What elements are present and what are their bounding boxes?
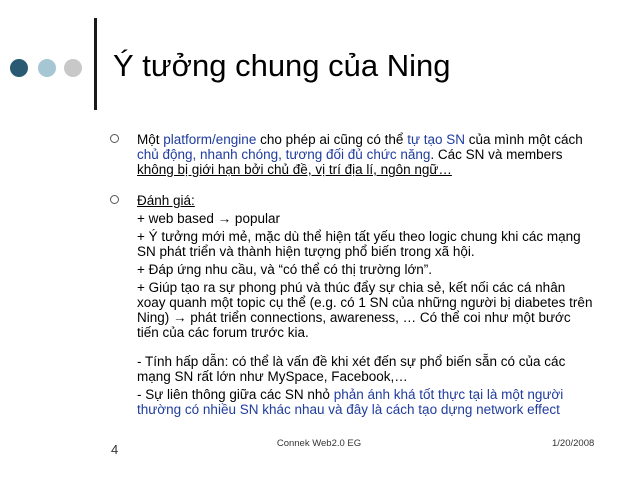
evaluation-heading: Đánh giá: bbox=[137, 193, 195, 208]
bullet-ring-icon bbox=[110, 134, 119, 143]
slide-title: Ý tưởng chung của Ning bbox=[113, 48, 451, 83]
evaluation-line: - Tính hấp dẫn: có thể là vấn đề khi xét đến sự phổ biến sẵn có của các mạng SN rất lớn như MySpace, Facebook,… bbox=[137, 354, 566, 384]
dark-blue-dot bbox=[10, 59, 28, 77]
bullet1-features: chủ động, nhanh chóng, tương đối đủ chức năng bbox=[137, 147, 431, 162]
bullet-platform bbox=[109, 132, 594, 177]
evaluation-line-text: - Sự liên thông giữa các SN nhỏ bbox=[137, 387, 334, 402]
evaluation-line: + Đáp ứng nhu cầu, và “có thể có thị trường lớn”. bbox=[137, 262, 433, 277]
bullet1-unlimited: không bị giới hạn bởi chủ đề, vị trí địa lí, ngôn ngữ… bbox=[137, 162, 452, 177]
footer-title: Connek Web2.0 EG bbox=[276, 438, 362, 449]
bullet1-text: của mình một cách bbox=[465, 132, 583, 147]
bullet1-text: . Các SN và members bbox=[430, 147, 563, 162]
page-number: 4 bbox=[111, 442, 119, 457]
evaluation-line: + Ý tưởng mới mẻ, mặc dù thể hiện tất yếu theo logic chung khi các mạng SN phát triển và thành hiện tượng phổ biến trong xã hội. bbox=[137, 229, 581, 259]
evaluation-line: + web based → popular bbox=[137, 211, 280, 226]
title-divider bbox=[94, 18, 97, 110]
evaluation-line bbox=[137, 387, 594, 417]
bullet-evaluation bbox=[109, 193, 594, 417]
bullet1-self-create: tự tạo SN bbox=[407, 132, 466, 147]
bullet1-platform-engine: platform/engine bbox=[163, 132, 257, 147]
bullet-ring-icon bbox=[110, 195, 119, 204]
bullet1-text: cho phép ai cũng có thể bbox=[256, 132, 408, 147]
evaluation-line-highlight: phản ánh khá tốt thực tại là một người thường có nhiều SN khác nhau và đây là cách tạo dựng network effect bbox=[137, 387, 564, 417]
evaluation-line: + Giúp tạo ra sự phong phú và thúc đẩy sự chia sẻ, kết nối các cá nhân xoay quanh một topic cụ thể (e.g. có 1 SN của những người bị diabetes trên Ning) → phát triển connections, awareness, … Có thể coi như một bước tiến của các forum trước kia. bbox=[137, 280, 593, 340]
footer-date: 1/20/2008 bbox=[552, 438, 595, 449]
slide-content bbox=[109, 132, 594, 420]
light-blue-dot bbox=[38, 59, 56, 77]
bullet1-text: Một bbox=[137, 132, 164, 147]
gray-dot bbox=[64, 59, 82, 77]
